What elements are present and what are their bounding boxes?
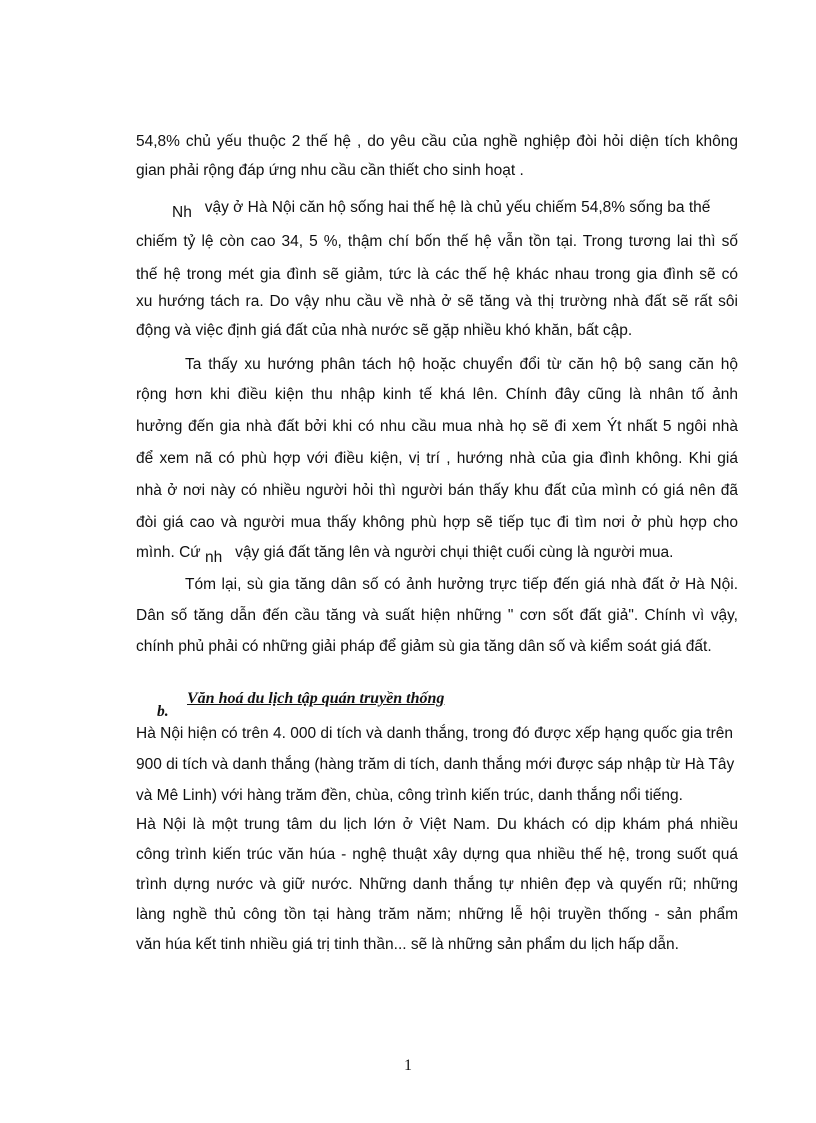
text-line: văn húa kết tinh nhiều giá trị tinh thần... sẽ là những sản phẩm du lịch hấp dẫn. xyxy=(136,936,679,953)
nh-fragment: Nh xyxy=(172,204,192,221)
text-line: 54,8% chủ yếu thuộc 2 thế hệ , do yêu cầu của nghề nghiệp đòi hỏi diện tích không xyxy=(136,133,738,150)
page-number: 1 xyxy=(404,1057,412,1074)
text-line: làng nghề thủ công tồn tại hàng trăm năm; những lễ hội truyền thống - sản phẩm xyxy=(136,906,738,923)
text-line: Hà Nội hiện có trên 4. 000 di tích và danh thắng, trong đó được xếp hạng quốc gia trên xyxy=(136,725,734,742)
text-line: và Mê Linh) với hàng trăm đền, chùa, công trình kiến trúc, danh thắng nổi tiếng. xyxy=(136,787,683,804)
text-line: chiếm tỷ lệ còn cao 34, 5 %, thậm chí bốn thế hệ vẫn tồn tại. Trong tương lai thì số xyxy=(136,233,738,250)
text-line xyxy=(172,198,740,221)
text-line: gian phải rộng đáp ứng nhu cầu cần thiết cho sinh hoạt . xyxy=(136,162,524,179)
text-span: vậy ở Hà Nội căn hộ sống hai thế hệ là chủ yếu chiếm 54,8% sống ba thế xyxy=(204,199,711,216)
text-line: hưởng đến gia nhà đất bởi khi có nhu cầu mua nhà họ sẽ đi xem Ýt nhất 5 ngôi nhà xyxy=(136,418,738,435)
text-line: xu hướng tách ra. Do vậy nhu cầu về nhà ở sẽ tăng và thị trường nhà đất sẽ rất sôi xyxy=(136,293,738,310)
text-line: 900 di tích và danh thắng (hàng trăm di tích, danh thắng mới được sáp nhập từ Hà Tây xyxy=(136,756,735,773)
text-line: rộng hơn khi điều kiện thu nhập kinh tế khá lên. Chính đây cũng là nhân tố ảnh xyxy=(136,386,738,403)
text-line: Ta thấy xu hướng phân tách hộ hoặc chuyển đổi từ căn hộ bộ sang căn hộ xyxy=(185,356,738,373)
text-line: để xem nã có phù hợp với điều kiện, vị trí , hướng nhà của gia đình không. Khi giá xyxy=(136,450,738,467)
text-span: vậy giá đất tăng lên và người chụi thiệt cuối cùng là người mua. xyxy=(235,544,674,561)
text-line: Hà Nội là một trung tâm du lịch lớn ở Việt Nam. Du khách có dịp khám phá nhiều xyxy=(136,816,738,833)
text-line: Tóm lại, sù gia tăng dân số có ảnh hưởng trực tiếp đến giá nhà đất ở Hà Nội. xyxy=(185,576,738,593)
text-line: trình dựng nước và giữ nước. Những danh thắng tự nhiên đẹp và quyến rũ; những xyxy=(136,876,738,893)
text-line: động và việc định giá đất của nhà nước sẽ gặp nhiều khó khăn, bất cập. xyxy=(136,322,633,339)
text-line: chính phủ phải có những giải pháp để giảm sù gia tăng dân số và kiểm soát giá đất. xyxy=(136,638,712,655)
text-line: đòi giá cao và người mua thấy không phù hợp sẽ tiếp tục đi tìm nơi ở phù hợp cho xyxy=(136,514,738,531)
nh-fragment: nh xyxy=(204,549,223,566)
text-line: Dân số tăng dẫn đến cầu tăng và suất hiện những " cơn sốt đất giả". Chính vì vậy, xyxy=(136,607,738,624)
text-span: mình. Cứ xyxy=(136,544,201,561)
text-line: thế hệ trong mét gia đình sẽ giảm, tức là các thế hệ khác nhau trong gia đình sẽ có xyxy=(136,266,738,283)
section-title: Văn hoá du lịch tập quán truyền thống xyxy=(187,690,445,707)
text-line xyxy=(136,543,738,566)
text-line: công trình kiến trúc văn húa - nghệ thuật xây dựng qua nhiều thế hệ, trong suốt quá xyxy=(136,846,738,863)
section-letter: b. xyxy=(157,703,169,720)
text-line: nhà ở nơi này có nhiều người hỏi thì người bán thấy khu đất của mình có giá nên đã xyxy=(136,482,738,499)
